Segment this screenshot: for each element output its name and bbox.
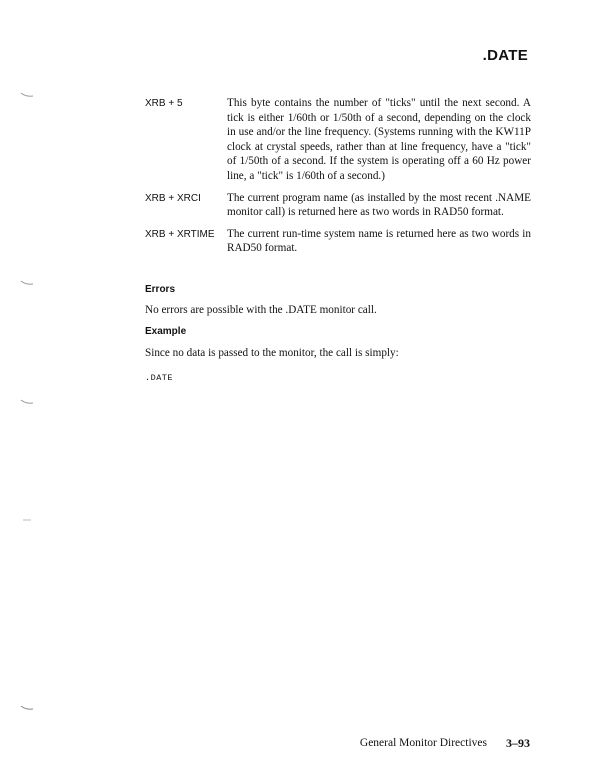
definition-description: This byte contains the number of "ticks" until the next second. A tick is either 1/60th or 1/50th of a second, depending on the clock in use and/or the line frequency. (Systems running with the KW11P clock at crystal speeds, rather than at line frequency, have a "tick" of 1/50th of a second. If the system is operating off a 60 Hz power line, a "tick" is 1/60th of a second.)	[227, 97, 531, 182]
binding-mark	[20, 280, 34, 286]
binding-mark	[20, 92, 34, 98]
example-heading: Example	[145, 326, 187, 337]
binding-mark	[20, 517, 34, 523]
definition-row	[145, 96, 531, 184]
definition-description: The current run-time system name is returned here as two words in RAD50 format.	[227, 227, 531, 255]
footer-page-number: 3–93	[506, 736, 530, 750]
definition-term: XRB + XRTIME	[145, 228, 215, 240]
code-example: .DATE	[145, 373, 174, 383]
example-text: Since no data is passed to the monitor, the call is simply:	[145, 347, 399, 359]
binding-mark	[20, 399, 34, 405]
definition-list	[145, 96, 531, 263]
footer-section-name: General Monitor Directives	[359, 737, 487, 749]
errors-text: No errors are possible with the .DATE monitor call.	[145, 304, 377, 316]
definition-term: XRB + 5	[145, 98, 183, 109]
definition-description: The current program name (as installed by the most recent .NAME monitor call) is returned here as two words in RAD50 format.	[227, 191, 531, 219]
definition-row	[145, 191, 531, 220]
errors-heading: Errors	[145, 284, 176, 295]
definition-row	[145, 227, 531, 256]
page-header-title: .DATE	[482, 47, 528, 64]
definition-term: XRB + XRCI	[145, 192, 201, 204]
binding-mark	[20, 705, 34, 711]
